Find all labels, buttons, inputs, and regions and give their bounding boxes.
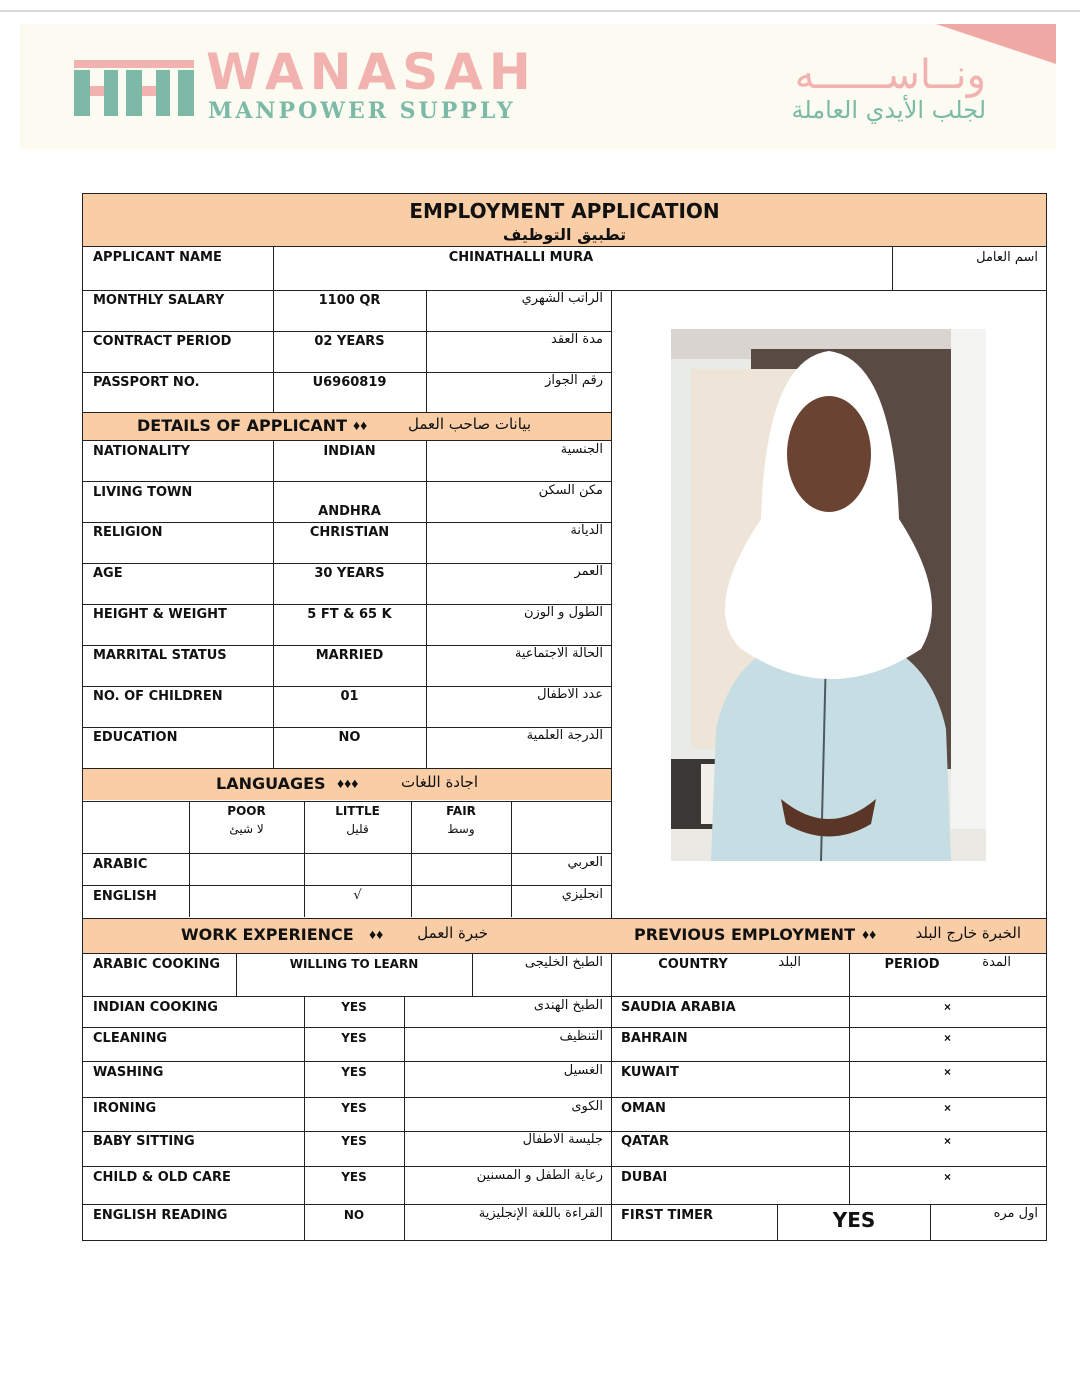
country-saudia: SAUDIA ARABIA: [621, 1000, 736, 1015]
salary-arabic: الراتب الشهري: [521, 291, 603, 306]
form-title-arabic: تطبيق التوظيف: [502, 225, 627, 244]
salary-label: MONTHLY SALARY: [93, 293, 225, 308]
country-label: COUNTRY: [658, 957, 728, 972]
baby-sitting-value: YES: [341, 1134, 367, 1148]
ironing-label: IRONING: [93, 1101, 157, 1116]
languages-diamonds: ♦♦♦: [337, 775, 359, 791]
previous-title: PREVIOUS EMPLOYMENT: [634, 925, 855, 944]
company-logo-icon: [74, 56, 194, 118]
arabic-language-label: ARABIC: [93, 857, 148, 872]
arabic-language-arabic: العربي: [567, 855, 603, 870]
contract-label: CONTRACT PERIOD: [93, 334, 232, 349]
period-saudia: ×: [944, 1000, 952, 1014]
english-language-label: ENGLISH: [93, 889, 157, 904]
brand-subtitle-arabic: لجلب الأيدي العاملة: [791, 96, 986, 124]
applicant-name-arabic: اسم العامل: [976, 250, 1038, 265]
age-label: AGE: [93, 566, 123, 581]
nationality-value: INDIAN: [323, 444, 376, 459]
first-timer-arabic: اول مره: [993, 1206, 1038, 1221]
details-diamonds: ♦♦: [353, 417, 368, 433]
height-weight-label: HEIGHT & WEIGHT: [93, 607, 227, 622]
marital-status-arabic: الحالة الاجتماعية: [514, 646, 603, 661]
details-title: DETAILS OF APPLICANT: [137, 416, 348, 435]
living-town-value: ANDHRA: [318, 504, 381, 519]
passport-label: PASSPORT NO.: [93, 375, 200, 390]
period-oman: ×: [944, 1101, 952, 1115]
baby-sitting-label: BABY SITTING: [93, 1134, 195, 1149]
previous-diamonds: ♦♦: [862, 926, 877, 942]
child-old-care-value: YES: [341, 1170, 367, 1184]
education-label: EDUCATION: [93, 730, 178, 745]
country-oman: OMAN: [621, 1101, 666, 1116]
previous-title-arabic: الخبرة خارج البلد: [915, 924, 1021, 942]
applicant-photo: [671, 329, 986, 861]
applicant-name-label: APPLICANT NAME: [93, 250, 222, 265]
religion-value: CHRISTIAN: [309, 525, 390, 540]
arabic-cooking-arabic: الطبخ الخليجى: [524, 955, 603, 970]
religion-label: RELIGION: [93, 525, 163, 540]
height-weight-value: 5 FT & 65 K: [307, 607, 392, 622]
period-qatar: ×: [944, 1134, 952, 1148]
washing-label: WASHING: [93, 1065, 164, 1080]
passport-value: U6960819: [312, 375, 387, 390]
level-little: LITTLE: [335, 804, 380, 818]
cleaning-label: CLEANING: [93, 1031, 168, 1046]
passport-arabic: رقم الجواز: [545, 373, 603, 388]
baby-sitting-arabic: جليسة الاطفال: [522, 1132, 603, 1147]
marital-status-value: MARRIED: [315, 648, 384, 663]
nationality-label: NATIONALITY: [93, 444, 191, 459]
country-kuwait: KUWAIT: [621, 1065, 679, 1080]
ironing-value: YES: [341, 1101, 367, 1115]
child-old-care-arabic: رعاية الطفل و المسنين: [476, 1168, 603, 1183]
details-title-arabic: بيانات صاحب العمل: [408, 415, 531, 433]
languages-title: LANGUAGES: [216, 774, 326, 793]
age-arabic: العمر: [574, 564, 603, 579]
cleaning-value: YES: [341, 1031, 367, 1045]
washing-value: YES: [341, 1065, 367, 1079]
work-diamonds: ♦♦: [369, 926, 384, 942]
indian-cooking-arabic: الطبخ الهندى: [533, 998, 603, 1013]
children-value: 01: [340, 689, 359, 704]
period-arabic: المدة: [982, 955, 1011, 970]
contract-arabic: مدة العقد: [551, 332, 603, 347]
religion-arabic: الديانة: [570, 523, 603, 538]
contract-value: 02 YEARS: [314, 334, 385, 349]
page-top-border: [0, 10, 1080, 12]
salary-value: 1100 QR: [318, 293, 381, 308]
level-fair-arabic: وسط: [447, 822, 475, 836]
applicant-name-value: CHINATHALLI MURA: [448, 250, 594, 265]
arabic-cooking-label: ARABIC COOKING: [93, 957, 221, 972]
nationality-arabic: الجنسية: [560, 442, 603, 457]
cleaning-arabic: التنظيف: [559, 1029, 603, 1044]
age-value: 30 YEARS: [314, 566, 385, 581]
level-poor-arabic: لا شيئ: [229, 822, 264, 836]
education-arabic: الدرجة العلمية: [526, 728, 603, 743]
employment-application-form: [82, 193, 1047, 1241]
period-dubai: ×: [944, 1170, 952, 1184]
work-title-arabic: خبرة العمل: [417, 924, 488, 942]
country-bahrain: BAHRAIN: [621, 1031, 688, 1046]
brand-subtitle: MANPOWER SUPPLY: [208, 98, 516, 124]
level-fair: FAIR: [446, 804, 476, 818]
children-arabic: عدد الاطفال: [537, 687, 603, 702]
arabic-cooking-value: WILLING TO LEARN: [289, 957, 419, 971]
ironing-arabic: الكوى: [571, 1099, 603, 1114]
washing-arabic: الغسيل: [563, 1063, 603, 1078]
english-reading-value: NO: [343, 1208, 365, 1222]
child-old-care-label: CHILD & OLD CARE: [93, 1170, 231, 1185]
marital-status-label: MARRITAL STATUS: [93, 648, 227, 663]
period-bahrain: ×: [944, 1031, 952, 1045]
country-qatar: QATAR: [621, 1134, 670, 1149]
brand-name: WANASAH: [206, 43, 537, 101]
english-language-arabic: انجليزي: [561, 887, 603, 902]
indian-cooking-value: YES: [341, 1000, 367, 1014]
level-poor: POOR: [227, 804, 266, 818]
country-arabic: البلد: [778, 955, 801, 970]
period-kuwait: ×: [944, 1065, 952, 1079]
country-dubai: DUBAI: [621, 1170, 668, 1185]
languages-title-arabic: اجادة اللغات: [401, 773, 478, 791]
first-timer-value: YES: [832, 1208, 876, 1232]
education-value: NO: [338, 730, 361, 745]
living-town-arabic: مكن السكن: [538, 483, 603, 498]
english-little-check: √: [353, 888, 362, 903]
brand-name-arabic: ونــاســــــه: [794, 52, 986, 98]
work-title: WORK EXPERIENCE: [181, 925, 354, 944]
indian-cooking-label: INDIAN COOKING: [93, 1000, 218, 1015]
level-little-arabic: قليل: [346, 822, 369, 836]
height-weight-arabic: الطول و الوزن: [523, 605, 603, 620]
english-reading-arabic: القراءة باللغة الإنجليزية: [478, 1206, 603, 1221]
children-label: NO. OF CHILDREN: [93, 689, 223, 704]
first-timer-label: FIRST TIMER: [621, 1208, 714, 1223]
letterhead: [20, 24, 1056, 150]
form-title: EMPLOYMENT APPLICATION: [409, 199, 720, 223]
period-label: PERIOD: [884, 957, 940, 972]
english-reading-label: ENGLISH READING: [93, 1208, 228, 1223]
living-town-label: LIVING TOWN: [93, 485, 193, 500]
